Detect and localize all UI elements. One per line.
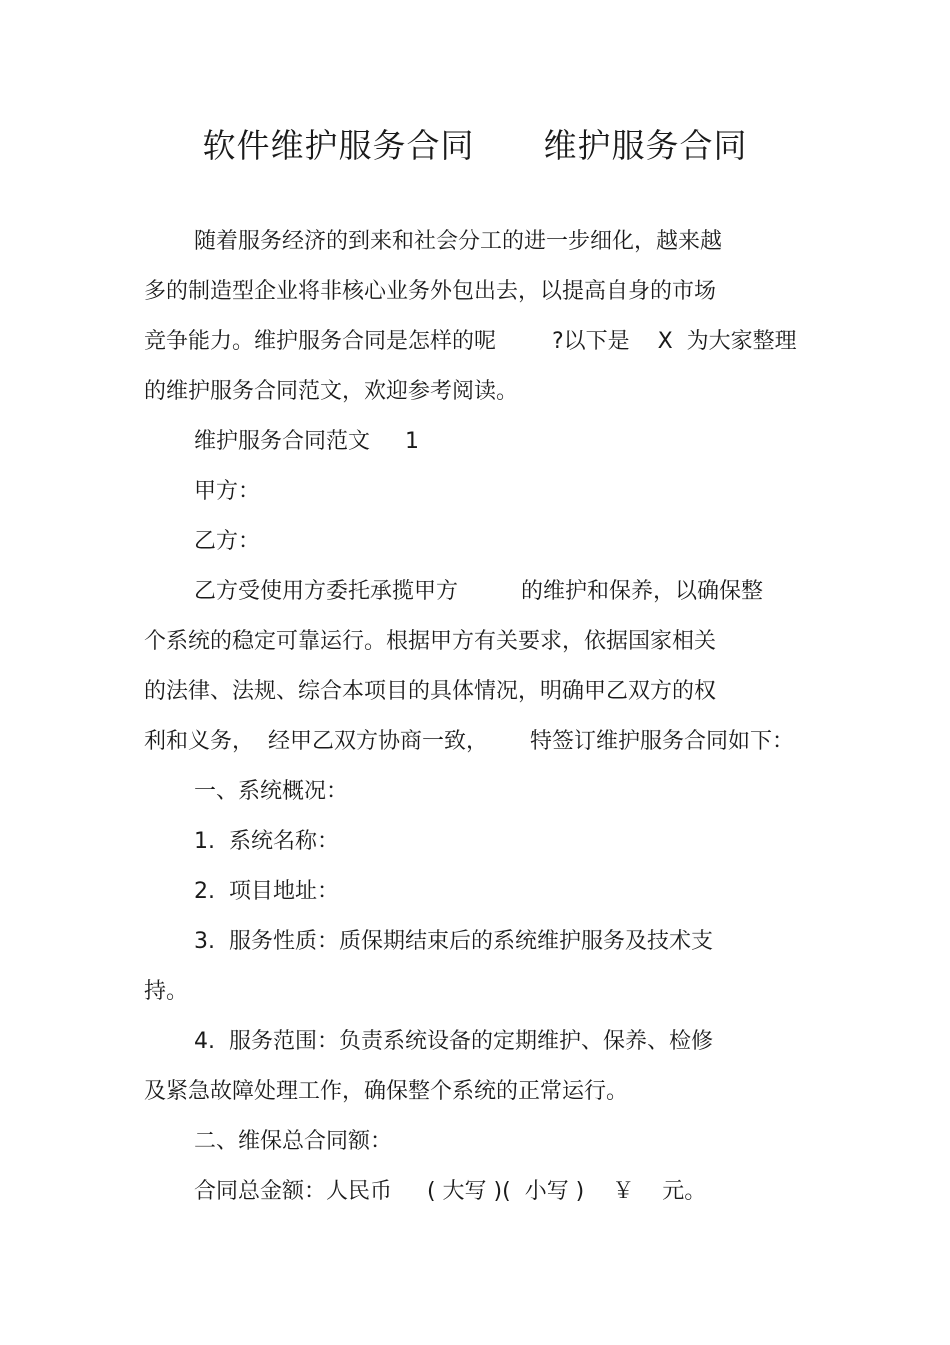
paragraph-line: 利和义务， 经甲乙双方协商一致， 特签订维护服务合同如下： <box>144 729 794 754</box>
document-title: 软件维护服务合同 维护服务合同 <box>202 126 748 165</box>
contract-amount-line: 合同总金额：人民币 ( 大写 )( 小写 ) ￥ 元。 <box>194 1179 707 1204</box>
section-heading: 二、维保总合同额： <box>194 1129 393 1154</box>
section-heading: 维护服务合同范文 1 <box>194 429 419 454</box>
list-item-continuation: 持。 <box>144 979 189 1004</box>
list-item: 4. 服务范围：负责系统设备的定期维护、保养、检修 <box>194 1029 713 1054</box>
list-item: 1. 系统名称： <box>194 829 339 854</box>
paragraph-line: 个系统的稳定可靠运行。根据甲方有关要求，依据国家相关 <box>144 629 717 654</box>
section-heading: 一、系统概况： <box>194 779 349 804</box>
paragraph-line: 竞争能力。维护服务合同是怎样的呢 ?以下是 X 为大家整理 <box>144 329 797 354</box>
list-item-continuation: 及紧急故障处理工作，确保整个系统的正常运行。 <box>144 1079 629 1104</box>
paragraph-line: 的维护服务合同范文，欢迎参考阅读。 <box>144 379 519 404</box>
list-item: 3. 服务性质：质保期结束后的系统维护服务及技术支 <box>194 929 713 954</box>
paragraph-line: 乙方受使用方委托承揽甲方 的维护和保养，以确保整 <box>194 579 763 604</box>
party-b-label: 乙方： <box>194 529 261 554</box>
paragraph-line: 多的制造型企业将非核心业务外包出去，以提高自身的市场 <box>144 279 717 304</box>
paragraph-line: 随着服务经济的到来和社会分工的进一步细化，越来越 <box>194 229 723 254</box>
paragraph-line: 的法律、法规、综合本项目的具体情况，明确甲乙双方的权 <box>144 679 717 704</box>
list-item: 2. 项目地址： <box>194 879 339 904</box>
party-a-label: 甲方： <box>194 479 261 504</box>
